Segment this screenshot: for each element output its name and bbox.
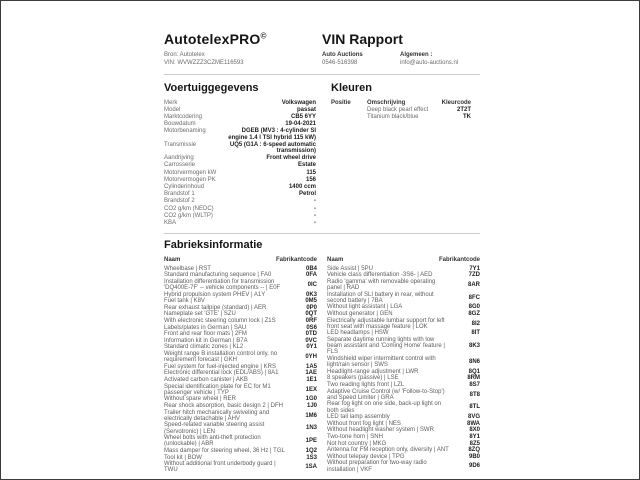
factory-row-code: 7Y1 [469, 265, 480, 272]
colors-col-omschrijving: Omschrijving [367, 99, 406, 106]
factory-row-code: 1N3 [305, 425, 317, 432]
factory-row-name: Special identification plate for EC for M1 passenger vehicle | TYP [164, 383, 271, 396]
factory-row [327, 356, 480, 368]
vehicle-row-label: KBA [164, 220, 177, 227]
factory-row-code: 1EX [305, 386, 317, 393]
factory-table-right-rows [327, 266, 480, 473]
factory-row-name: Electronic differential lock (EDL/ABS) | 8A1 [164, 370, 279, 377]
factory-row-name: Standard manufacturing sequence | FA0 [164, 272, 272, 279]
factory-section [164, 239, 480, 474]
factory-row [327, 389, 480, 401]
vehicle-row-value: - [314, 220, 316, 227]
vehicle-row-label: Cylinderinhoud [164, 184, 205, 191]
vehicle-row-label: Transmissie [164, 141, 197, 148]
vehicle-row [164, 177, 316, 183]
colors-table [331, 107, 471, 121]
vehicle-row-label: CO2 g/km (WLTP) [164, 212, 213, 219]
factory-row-code: 8G0 [468, 304, 480, 311]
factory-row [164, 338, 317, 344]
factory-name-header: Naam [327, 257, 344, 264]
vehicle-row-label: Aandrijving [164, 155, 194, 162]
factory-row [164, 351, 317, 363]
factory-row-name: Tool kit | BOW [164, 454, 202, 461]
factory-row [164, 403, 317, 409]
factory-row-code: 1J0 [306, 402, 317, 409]
factory-row-name: Adaptive Cruise Control (w/ 'Follow-to-Stop') and Speed Limiter | GRA [327, 388, 445, 401]
factory-row [164, 461, 317, 473]
factory-row [327, 375, 480, 381]
factory-table-right [327, 257, 480, 474]
vehicle-row [164, 206, 316, 212]
factory-row-name: Installation of SLI battery in rear, without second battery | 7BA [327, 291, 434, 304]
factory-row-code: 0K3 [305, 291, 317, 298]
factory-row-name: Activated carbon canister | AKB [164, 376, 248, 383]
factory-row [164, 305, 317, 311]
vehicle-row [164, 170, 316, 176]
vehicle-row-label: Motorvermogen kW [164, 169, 217, 176]
factory-row [327, 330, 480, 336]
factory-row-code: 1SA [305, 464, 317, 471]
factory-row [327, 460, 480, 472]
factory-row-name: Without additional front underbody guard | TWU [164, 461, 276, 474]
factory-row-name: Weight range B installation control only, no requirement forecast | GKH [164, 350, 278, 364]
vehicle-row [164, 155, 316, 161]
factory-row-name: With electronic steering column lock | Z1S [164, 318, 276, 325]
factory-row-name: Nameplate set 'GTE' | SZU [164, 311, 236, 318]
factory-row [164, 422, 317, 434]
factory-row [164, 298, 317, 304]
factory-row-code: 0QT [305, 311, 317, 318]
factory-row [164, 448, 317, 454]
factory-row [164, 396, 317, 402]
vehicle-row [164, 191, 316, 197]
colors-table-header [331, 100, 471, 106]
factory-row-code: 8T8 [469, 391, 480, 398]
vehicle-row [164, 107, 316, 113]
factory-row-code: 7ZD [468, 272, 480, 279]
factory-row-name: Speed-related variable steering assist (Servotronic) | LEN [164, 422, 265, 435]
vehicle-row-value: 1400 ccm [288, 184, 316, 191]
vehicle-row-label: Model [164, 106, 181, 113]
factory-row-name: Two reading lights front | LZL [327, 382, 405, 388]
app-logo [164, 31, 322, 47]
factory-row [327, 454, 480, 460]
factory-row [327, 427, 480, 433]
factory-row-name: Vehicle class differentiation -3S6- | AED [327, 272, 433, 279]
vehicle-row-label: Brandstof 1 [164, 191, 195, 198]
vehicle-row [164, 162, 316, 168]
general-label: Algemeen : [400, 52, 433, 58]
vehicle-row [164, 114, 316, 120]
factory-row-name: 8 speakers (passive) | LSE [327, 375, 399, 382]
vehicle-row-value: 156 [305, 176, 316, 183]
factory-row [327, 447, 480, 453]
factory-row-name: Hybrid propulsion system PHEV | A1Y [164, 291, 266, 298]
vehicle-row-label: Merk [164, 99, 178, 106]
factory-row-name: Installation differentiation for transmission 'DQ400E-7F' -- vehicle components -- | E0F [164, 278, 281, 292]
factory-row [164, 410, 317, 422]
factory-row-name: Mass damper for steering wheel, 36 Hz | TGL [164, 447, 285, 454]
factory-code-header: Fabrikantcode [438, 257, 480, 264]
factory-row [327, 318, 480, 330]
factory-row-name: Rear fog light on one side, back-up light on both sides [327, 401, 442, 414]
factory-code-header: Fabrikantcode [275, 257, 317, 264]
factory-row [327, 421, 480, 427]
factory-row [327, 279, 480, 291]
factory-row-code: 8X0 [469, 427, 480, 434]
vehicle-row-value: 19-04-2021 [285, 121, 316, 128]
factory-row [327, 337, 480, 356]
factory-row [327, 401, 480, 413]
vehicle-section-heading: Voertuiggegevens [164, 81, 259, 94]
factory-row-code: 0TD [305, 331, 317, 338]
report-header [164, 31, 480, 47]
vehicle-row-value: Front wheel drive [266, 155, 316, 162]
company-email: info@auto-auctions.nl [400, 59, 459, 66]
factory-row-name: Trailer hitch mechanically swiveling and electrically detachable | AHV [164, 409, 270, 422]
factory-row-code: 8IT [471, 330, 480, 337]
factory-row-name: LED tail lamp assembly [327, 414, 390, 421]
factory-table-left [164, 257, 317, 474]
factory-row [164, 364, 317, 370]
factory-row-name: Without spare wheel | RER [164, 396, 236, 403]
color-row-positie [331, 114, 367, 120]
factory-row [164, 455, 317, 461]
vehicle-row-label: Brandstof 2 [164, 198, 195, 205]
factory-row [164, 318, 317, 324]
factory-row [327, 369, 480, 375]
factory-row-code: 0IC [307, 281, 317, 288]
contact-block [164, 52, 480, 68]
factory-row-code: 8Y1 [469, 433, 480, 440]
vehicle-row [164, 128, 316, 140]
factory-row [164, 331, 317, 337]
vehicle-row-value: Petrol [298, 191, 316, 198]
factory-row-name: Without headlight washer system | SWR [327, 427, 434, 434]
factory-name-header: Naam [164, 257, 181, 264]
factory-row-name: Radio 'gamma' with removable operating panel | RAD [327, 278, 436, 292]
factory-row-code: 1AE [305, 370, 317, 377]
factory-row-code: 1G0 [305, 396, 317, 403]
color-row-omschrijving: Deep black pearl effect [367, 107, 429, 113]
vehicle-row-value: passat [296, 106, 316, 113]
factory-row-name: Rear exhaust tailpipe (standard) | AER [164, 304, 267, 311]
factory-row-name: Fuel tank | K8V [164, 298, 205, 305]
factory-row-name: Without preparation for two-way radio installation | VKF [327, 460, 427, 473]
company-block [322, 52, 400, 68]
factory-row-code: 8Q1 [468, 368, 480, 375]
factory-row-name: Electrically adjustable lumbar support for left front seat with massage feature | LOK [327, 317, 445, 330]
vehicle-row-value: DGEB (MV3 : 4-cylinder SI engine 1.4 l TSI hybrid 115 kW) [228, 128, 316, 141]
factory-row-code: 0YH [305, 354, 317, 361]
factory-row-name: Antenna for FM reception only, diversity | ANT [327, 447, 449, 454]
factory-row-code: 0RF [305, 318, 317, 325]
vehicle-row-label: Carrosserie [164, 162, 196, 169]
color-row-kleurcode: 2T2T [456, 107, 471, 113]
factory-row-code: 0M5 [305, 298, 317, 305]
vehicle-row [164, 213, 316, 219]
vin-line: VIN: WVWZZZ3CZME116593 [164, 59, 244, 66]
factory-row [164, 266, 317, 272]
factory-row [327, 434, 480, 440]
factory-row-code: 1E1 [306, 376, 317, 383]
vehicle-row-value: - [314, 198, 316, 205]
factory-row [164, 344, 317, 350]
copyright-mark: © [260, 31, 267, 41]
factory-row-name: Standard climatic zones | KL2 [164, 344, 244, 351]
factory-row-name: Headlight-range adjustment | LWR [327, 368, 419, 375]
colors-col-positie: Positie [331, 99, 351, 106]
vehicle-row-label: Marktcodering [164, 114, 203, 120]
factory-row-code: 8TL [469, 404, 480, 411]
factory-row-code: 9D6 [468, 463, 480, 470]
factory-row-code: 8RM [467, 375, 480, 382]
factory-row-name: Wheel bolts with anti-theft protection (unlockable) | ABR [164, 435, 261, 448]
factory-tables [164, 257, 480, 474]
report-title: VIN Rapport [322, 31, 403, 47]
vehicle-row [164, 220, 316, 226]
factory-row-code: 1M6 [305, 412, 317, 419]
vehicle-row-value: - [314, 205, 316, 212]
factory-row-code: 8Z5 [469, 440, 480, 447]
factory-section-heading: Fabrieksinformatie [164, 239, 263, 252]
source-line: Bron: Autotelex [164, 52, 205, 58]
colors-section-heading: Kleuren [331, 81, 372, 94]
factory-row-code: 8FC [468, 294, 480, 301]
vehicle-row-value: UQ5 (G1A : 6-speed automatic transmission) [229, 141, 316, 155]
factory-row-code: 8K3 [468, 343, 480, 350]
general-contact-block [400, 52, 480, 68]
factory-row-name: Without light assistant | LGA [327, 304, 403, 311]
vehicle-row [164, 198, 316, 204]
vehicle-row-value: Estate [297, 162, 316, 169]
factory-row [164, 311, 317, 317]
factory-row-name: Front and rear floor mats | 2FM [164, 331, 247, 338]
color-row-omschrijving: Titanium black/blue [367, 114, 419, 121]
vehicle-table [164, 100, 316, 227]
factory-row [164, 272, 317, 278]
factory-table-left-header [164, 257, 317, 263]
vehicle-row-label: Bouwdatum [164, 121, 196, 128]
factory-row-code: 8WA [466, 420, 480, 427]
factory-row-name: Not hot country | MKG [327, 440, 387, 447]
vehicle-row [164, 142, 316, 154]
factory-row-name: Two-tone horn | SNH [327, 433, 383, 440]
source-vin-block [164, 52, 322, 68]
company-name: Auto Auctions [322, 52, 363, 58]
section-divider [164, 233, 480, 234]
factory-row-code: 1PE [305, 438, 317, 445]
vehicle-row-value: Volkswagen [281, 99, 316, 106]
vehicle-row-value: - [314, 212, 316, 219]
factory-row-code: 8N6 [468, 359, 480, 366]
vehicle-row [164, 100, 316, 106]
factory-row-name: Without telepay device | TPG [327, 453, 405, 460]
header-divider [164, 74, 480, 75]
factory-row [327, 292, 480, 304]
vehicle-row [164, 184, 316, 190]
factory-row [164, 377, 317, 383]
factory-row-code: 8I2 [471, 320, 480, 327]
color-row-kleurcode: TK [463, 114, 471, 121]
factory-row-code: 8AR [467, 281, 480, 288]
factory-row [327, 382, 480, 388]
factory-row-code: 1A5 [305, 363, 317, 370]
vehicle-row-label: Motorvermogen PK [164, 176, 216, 183]
factory-row-code: 8ZQ [468, 447, 480, 454]
vehicle-row-value: CB5 6YY [290, 114, 316, 120]
factory-row-code: 0FA [305, 272, 317, 279]
factory-row [327, 414, 480, 420]
factory-row-code: 0VC [305, 337, 317, 344]
vehicle-row [164, 121, 316, 127]
vehicle-row-value: 115 [306, 169, 316, 176]
factory-row [327, 266, 480, 272]
factory-row [327, 304, 480, 310]
company-phone: 0546-516398 [322, 59, 358, 66]
factory-row [164, 370, 317, 376]
factory-row [327, 311, 480, 317]
factory-row-name: Separate daytime running lights with low beam assistant and 'Coming Home' feature | FLS [327, 337, 445, 356]
vehicle-section [164, 80, 316, 228]
factory-row [164, 384, 317, 396]
factory-row-name: Windshield wiper intermittent control with light/rain sensor | SWS [327, 356, 436, 369]
factory-row-code: 9B0 [468, 453, 480, 460]
color-row [331, 114, 471, 120]
factory-row-name: Labels/plates in German | SAU [164, 324, 247, 331]
factory-row-code: 0S6 [306, 324, 317, 331]
report-body [164, 31, 480, 474]
vehicle-row-label: CO2 g/km (NEDC) [164, 205, 214, 212]
colors-col-kleurcode: Kleurcode [441, 99, 471, 106]
color-row [331, 107, 471, 113]
factory-row-name: Wheelbase | RST [164, 265, 211, 272]
factory-row [164, 435, 317, 447]
factory-row-code: 1S3 [306, 454, 317, 461]
factory-table-right-header [327, 257, 480, 263]
color-row-positie [331, 107, 367, 113]
factory-row-name: LED headlamps | HSW [327, 330, 389, 337]
factory-table-left-rows [164, 266, 317, 474]
factory-row-code: 0Y1 [306, 344, 317, 351]
factory-row [164, 292, 317, 298]
factory-row-name: Side Assist | 5PU [327, 265, 373, 272]
factory-row-code: 0P0 [306, 304, 317, 311]
factory-row-code: 8GZ [468, 311, 480, 318]
vehicle-row-label: Motorbenaming [164, 128, 206, 135]
factory-row-code: 8S7 [469, 382, 480, 388]
factory-row-name: Without generator | GEN [327, 311, 393, 318]
factory-row [327, 441, 480, 447]
factory-row [164, 325, 317, 331]
factory-row-name: Information kit in German | B7A [164, 337, 248, 344]
brand-text: AutotelexPRO [164, 31, 261, 47]
factory-row-code: 1Q2 [305, 447, 317, 454]
colors-section [331, 80, 471, 228]
factory-row-name: Without front fog light | NES [327, 420, 401, 427]
factory-row-code: 8VG [467, 414, 480, 421]
factory-row [327, 272, 480, 278]
vehicle-and-colors-section [164, 80, 480, 228]
factory-row-name: Fuel system for fuel-injected engine | KRS [164, 363, 276, 370]
factory-row [164, 279, 317, 291]
factory-row-code: 0B4 [305, 265, 317, 272]
factory-row-name: Rear shock absorption, basic design 2 | DFH [164, 402, 283, 409]
